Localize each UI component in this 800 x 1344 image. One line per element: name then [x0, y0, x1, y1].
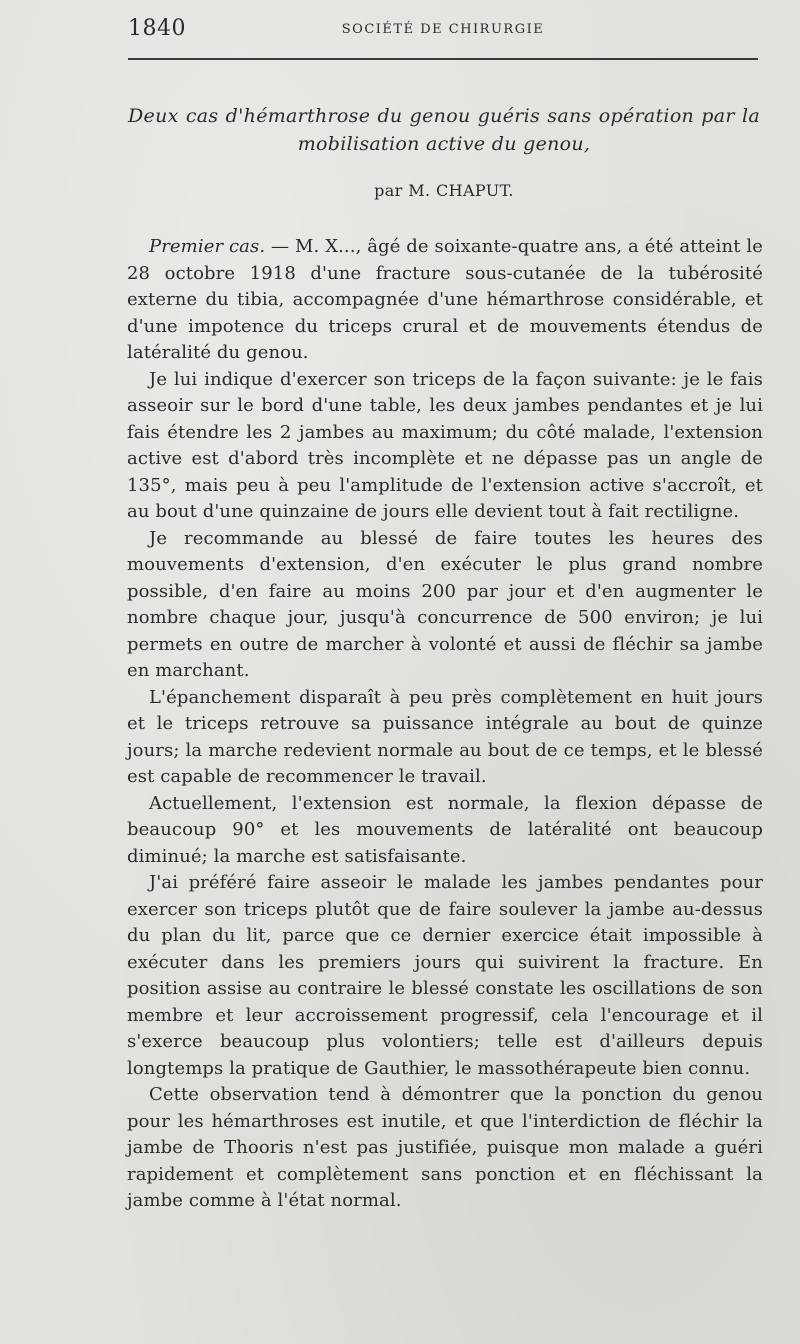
case-label: Premier cas.	[149, 236, 266, 257]
paragraph-text: — M. X..., âgé de soixante-quatre ans, a été atteint le 28 octobre 1918 d'une fracture sous-cutanée de la tubérosité externe du tibia, accompagnée d'une hémarthrose considérable, et d'une impotence du triceps crural et de mouvements étendus de latéralité du genou.	[127, 236, 763, 363]
paragraph-premier-cas	[127, 234, 763, 367]
paragraph: Actuellement, l'extension est normale, la flexion dépasse de beaucoup 90° et les mouvements de latéralité ont beaucoup diminué; la marche est satisfaisante.	[127, 792, 763, 867]
header-rule	[128, 58, 758, 60]
running-title: SOCIÉTÉ DE CHIRURGIE	[341, 22, 545, 37]
article-author: par M. CHAPUT.	[374, 181, 514, 200]
paragraph: Cette observation tend à démontrer que la ponction du genou pour les hémarthroses est inutile, et que l'interdiction de fléchir la jambe de Thooris n'est pas justifiée, puisque mon malade a guéri rapidement et complètement sans ponction et en fléchissant la jambe comme à l'état normal.	[127, 1084, 763, 1211]
article-body	[127, 234, 763, 1215]
paragraph: J'ai préféré faire asseoir le malade les jambes pendantes pour exercer son triceps plutôt que de faire soulever la jambe au-dessus du plan du lit, parce que ce dernier exercice était impossible à exécuter dans les premiers jours qui suivirent la fracture. En position assise au contraire le blessé constate les oscillations de son membre et leur accroissement progressif, cela l'encourage et il s'exerce beaucoup plus volontiers; telle est d'ailleurs depuis longtemps la pratique de Gauthier, le massothérapeute bien connu.	[127, 872, 763, 1079]
paragraph: Je lui indique d'exercer son triceps de la façon suivante: je le fais asseoir sur le bord d'une table, les deux jambes pendantes et je lui fais étendre les 2 jambes au maximum; du côté malade, l'extension active est d'abord très incomplète et ne dépasse pas un angle de 135°, mais peu à peu l'amplitude de l'extension active s'accroît, et au bout d'une quinzaine de jours elle devient tout à fait rectiligne.	[127, 368, 763, 522]
article-title-line-1: Deux cas d'hémarthrose du genou guéris sans opération par la	[128, 105, 760, 127]
paragraph: Je recommande au blessé de faire toutes les heures des mouvements d'extension, d'en exécuter le plus grand nombre possible, d'en faire au moins 200 par jour et d'en augmenter le nombre chaque jour, jusqu'à concurrence de 500 environ; je lui permets en outre de marcher à volonté et aussi de fléchir sa jambe en marchant.	[127, 527, 763, 681]
page-number: 1840	[128, 16, 186, 41]
page-header	[128, 14, 758, 46]
article-title	[128, 102, 760, 158]
paragraph: L'épanchement disparaît à peu près complètement en huit jours et le triceps retrouve sa puissance intégrale au bout de quinze jours; la marche redevient normale au bout de ce temps, et le blessé est capable de recommencer le travail.	[127, 686, 763, 787]
article-title-line-2: mobilisation active du genou,	[297, 133, 591, 155]
